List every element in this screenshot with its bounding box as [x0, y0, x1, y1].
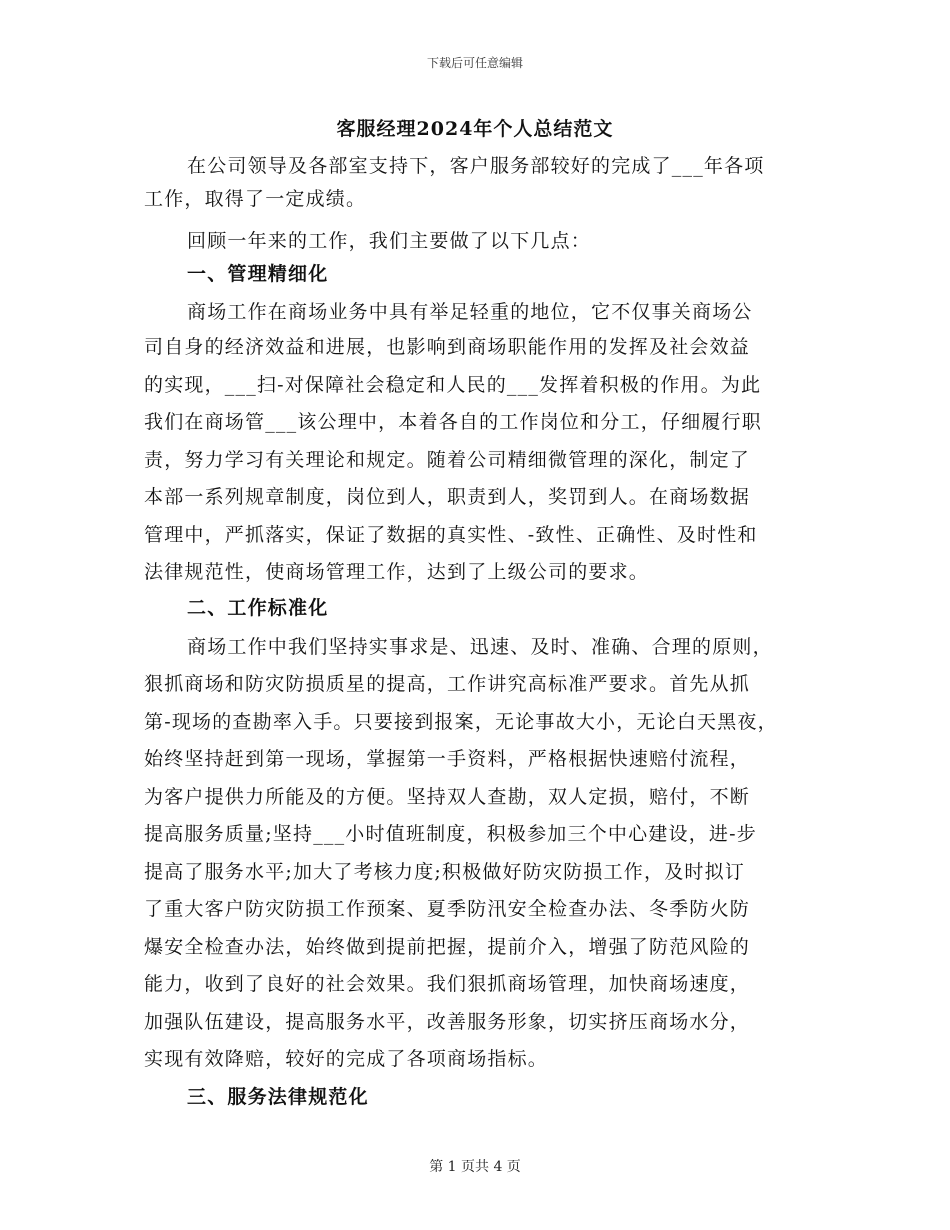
- paragraph-line: 第-现场的查勘率入手。只要接到报案，无论事故大小，无论白天黑夜，: [144, 711, 778, 733]
- section-heading: 一、管理精细化: [187, 263, 329, 285]
- paragraph-line: 了重大客户防灾防损工作预案、夏季防汛安全检查办法、冬季防火防: [144, 898, 751, 920]
- paragraph-line: 回顾一年来的工作，我们主要做了以下几点：: [187, 230, 592, 252]
- paragraph-line: 提高服务质量;坚持___小时值班制度，积极参加三个中心建设，进-步: [144, 823, 757, 845]
- paragraph-line: 始终坚持赶到第一现场，掌握第一手资料，严格根据快速赔付流程，: [144, 748, 751, 770]
- paragraph-line: 司自身的经济效益和进展，也影响到商场职能作用的发挥及社会效益: [144, 336, 751, 358]
- paragraph-line: 商场工作中我们坚持实事求是、迅速、及时、准确、合理的原则，: [187, 636, 773, 658]
- paragraph-line: 管理中，严抓落实，保证了数据的真实性、-致性、正确性、及时性和: [144, 524, 758, 546]
- section-heading: 三、服务法律规范化: [187, 1086, 369, 1108]
- paragraph-line: 责，努力学习有关理论和规定。随着公司精细微管理的深化，制定了: [144, 449, 751, 471]
- paragraph-line: 爆安全检查办法，始终做到提前把握，提前介入，增强了防范风险的: [144, 936, 751, 958]
- paragraph-line: 狠抓商场和防灾防损质星的提高，工作讲究高标准严要求。首先从抓: [144, 673, 751, 695]
- paragraph-line: 在公司领导及各部室支持下，客户服务部较好的完成了___年各项: [187, 155, 765, 177]
- paragraph-line: 实现有效降赔，较好的完成了各项商场指标。: [144, 1048, 549, 1070]
- paragraph-line: 能力，收到了良好的社会效果。我们狠抓商场管理，加快商场速度，: [144, 973, 751, 995]
- paragraph-line: 工作，取得了一定成绩。: [144, 188, 367, 210]
- page-number: 第 1 页共 4 页: [429, 1159, 521, 1175]
- paragraph-line: 加强队伍建设，提高服务水平，改善服务形象，切实挤压商场水分，: [144, 1011, 751, 1033]
- paragraph-line: 提高了服务水平;加大了考核力度;积极做好防灾防损工作，及时拟订: [144, 861, 746, 883]
- paragraph-line: 本部一系列规章制度，岗位到人，职责到人，奖罚到人。在商场数据: [144, 486, 751, 508]
- document-title: 客服经理2024年个人总结范文: [336, 118, 614, 140]
- download-note: 下载后可任意编辑: [426, 56, 523, 70]
- paragraph-line: 法律规范性，使商场管理工作，达到了上级公司的要求。: [144, 561, 650, 583]
- paragraph-line: 商场工作在商场业务中具有举足轻重的地位，它不仅事关商场公: [187, 301, 753, 323]
- section-heading: 二、工作标准化: [187, 597, 329, 619]
- paragraph-line: 我们在商场管___该公理中，本着各自的工作岗位和分工，仔细履行职: [144, 411, 762, 433]
- paragraph-line: 的实现，___扫-对保障社会稳定和人民的___发挥着积极的作用。为此: [144, 374, 762, 396]
- paragraph-line: 为客户提供力所能及的方便。坚持双人查勘，双人定损，赔付，不断: [144, 786, 751, 808]
